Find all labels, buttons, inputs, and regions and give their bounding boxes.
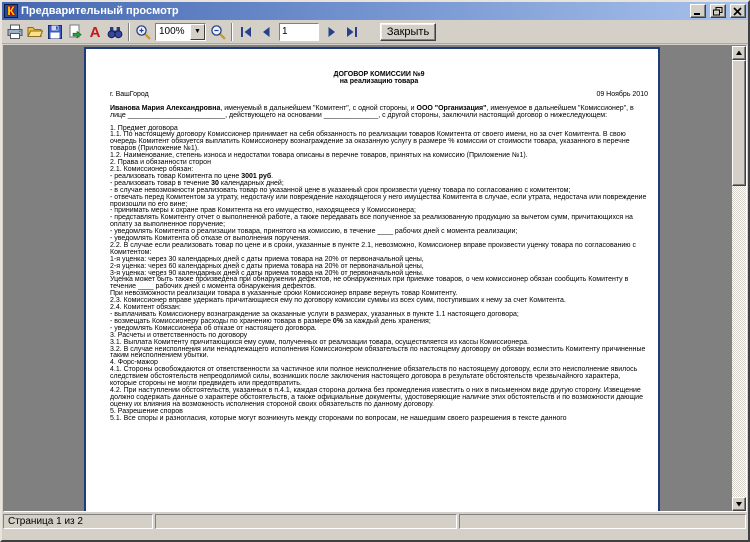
page-status: Страница 1 из 2 xyxy=(3,514,153,529)
doc-text-run: , именуемый в дальнейшем "Комитент", с одной стороны, и xyxy=(220,104,417,112)
last-page-icon xyxy=(344,24,360,40)
doc-text-run: 3.1. Выплата Комитенту причитающихся ему сумм, полученных от реализации товара, осуществляется из кассы Комиссионера. xyxy=(110,338,529,346)
zoom-value: 100% xyxy=(159,25,185,37)
zoom-out-button[interactable] xyxy=(208,22,228,42)
zoom-combobox[interactable] xyxy=(155,23,206,41)
close-window-button[interactable] xyxy=(730,4,746,18)
open-button[interactable] xyxy=(25,22,45,42)
doc-text-run: 2. Права и обязанности сторон xyxy=(110,159,211,167)
last-page-button[interactable] xyxy=(342,22,362,42)
toolbar xyxy=(2,20,748,44)
doc-paragraph xyxy=(110,367,648,388)
zoom-out-icon xyxy=(210,24,226,40)
doc-text-run: 1.2. Наименование, степень износа и недостатки товара описаны в перечне товаров, принятых на комиссию (Приложение №1). xyxy=(110,152,528,160)
toolbar-separator xyxy=(231,23,233,41)
doc-text-run: 0% xyxy=(332,317,344,325)
doc-paragraph xyxy=(110,132,648,153)
doc-text-run: 3. Расчеты и ответственность по договору xyxy=(110,331,248,339)
prev-page-button[interactable] xyxy=(256,22,276,42)
doc-text-run: 5.1. Все споры и разногласия, которые могут возникнуть между сторонами по вопросам, не нашедшим своего разрешения в тексте данного xyxy=(110,414,567,422)
scroll-down-button[interactable] xyxy=(732,497,746,511)
doc-text-run: 4.2. При наступлении обстоятельств, указанных в п.4.1, каждая сторона должна без промедления известить о них в письменном виде другую сторону. Извещение должно содержать данные о характере обстоятельств, а также официальные документы, удостоверяющие наличие этих обстоятельств и по возможности дающие оценку их влияния на возможность исполнения стороной своих обязательств по данному договору. xyxy=(110,386,643,408)
doc-text-run: - в случае невозможности реализовать товар по указанной цене в указанный срок произвести уценку товара по согласованию с комитентом; xyxy=(110,186,571,194)
doc-text-run: 1.1. По настоящему договору Комиссионер принимает на себя обязанность по реализации товаров Комитента от своего имени, но за счет Комитента. В свою очередь Комитент обязуется выплатить Комиссионеру вознаграждение за оказанную услугу в размере % комиссии от стоимости товара, указанного в перечне товаров (Приложение №1). xyxy=(110,131,630,153)
doc-text-run: 2.3. Комиссионер вправе удержать причитающиеся ему по договору комиссии суммы из всех сумм, поступивших к нему за счет Комитента. xyxy=(110,297,566,305)
doc-text-run: - уведомлять Комитента о реализации товара, принятого на комиссию, в течение ____ рабочих дней с момента реализации; xyxy=(110,228,518,236)
doc-text-run: 4. Форс-мажор xyxy=(110,359,158,367)
doc-text-run: ООО "Организация" xyxy=(416,104,487,112)
doc-text-run: - представлять Комитенту отчет о выполненной работе, а также передавать все полученное за реализованную продукцию за вычетом сумм, причитающихся на оплату за выполненное поручение; xyxy=(110,214,633,229)
doc-text-run: - принимать меры к охране прав Комитента на его имущество, находящееся у Комиссионера; xyxy=(110,207,416,215)
doc-paragraph xyxy=(110,243,648,257)
first-page-button[interactable] xyxy=(236,22,256,42)
doc-paragraph xyxy=(110,106,648,120)
status-bar xyxy=(2,512,748,530)
app-icon: К xyxy=(4,4,18,18)
minimize-icon xyxy=(693,7,703,16)
binoculars-icon xyxy=(107,24,123,40)
doc-text-run: 2.1. Комиссионер обязан: xyxy=(110,165,194,173)
toolbar-separator xyxy=(128,23,130,41)
doc-text-run: Иванова Мария Александровна xyxy=(110,104,221,112)
minimize-button[interactable] xyxy=(690,4,706,18)
open-folder-icon xyxy=(27,24,43,40)
export-button[interactable] xyxy=(65,22,85,42)
doc-text-run: - реализовать товар в течение xyxy=(110,179,212,187)
save-icon xyxy=(47,24,63,40)
restore-button[interactable] xyxy=(710,4,726,18)
doc-date: 09 Ноябрь 2010 xyxy=(596,90,648,98)
doc-text-run: 4.1. Стороны освобождаются от ответственности за частичное или полное неисполнение обязательств по настоящему договору, если это неисполнение явилось следствием обстоятельств непреодолимой силы, возникших после заключения настоящего договора в результате обстоятельств чрезвычайного характера, которые стороны не могли предвидеть или предотвратить. xyxy=(110,366,638,388)
doc-text-run: за каждый день хранения; xyxy=(343,317,431,325)
doc-text-run: Уценка может быть также произведена при обнаружении дефектов, не обнаруженных при приемке товаров, о чем комиссионер обязан сообщить Комитенту в течение ____ рабочих дней с момента обнаружения дефектов. xyxy=(110,276,629,291)
first-page-icon xyxy=(238,24,254,40)
scroll-down-arrow-icon xyxy=(735,500,743,508)
find-button[interactable] xyxy=(105,22,125,42)
pdf-button[interactable] xyxy=(85,22,105,42)
zoom-in-button[interactable] xyxy=(133,22,153,42)
doc-text-run: ДОГОВОР КОМИССИИ №9 xyxy=(333,71,425,78)
status-panel-2 xyxy=(155,514,457,529)
scroll-up-arrow-icon xyxy=(735,49,743,57)
doc-paragraph xyxy=(110,347,648,361)
doc-text-run: - реализовать товар Комитента по цене xyxy=(110,172,242,180)
doc-text-run: , именуемое в дальнейшем "Комиссионер", в лице _________________________, действующего на основании ______________, с другой стороны, заключили настоящий договор о нижеследующем: xyxy=(110,104,634,119)
doc-text-run: При невозможности реализации товара в указанные сроки Комиссионер вправе вернуть товар Комитенту. xyxy=(110,290,458,298)
save-button[interactable] xyxy=(45,22,65,42)
doc-paragraph xyxy=(110,277,648,291)
prev-page-icon xyxy=(258,24,274,40)
title-bar xyxy=(2,2,748,20)
doc-text-run: - уведомлять Комиссионера об отказе от настоящего договора. xyxy=(110,324,317,332)
doc-paragraph xyxy=(110,416,648,423)
doc-text-run: 30 xyxy=(211,179,219,187)
doc-text-run: на реализацию товара xyxy=(339,77,419,85)
print-button[interactable] xyxy=(5,22,25,42)
zoom-in-icon xyxy=(135,24,151,40)
vertical-scrollbar[interactable] xyxy=(732,46,746,511)
page-number-input[interactable] xyxy=(279,23,319,41)
status-panel-3 xyxy=(459,514,746,529)
scroll-up-button[interactable] xyxy=(732,46,746,60)
document-body xyxy=(86,49,658,423)
doc-text-run: - отвечать перед Комитентом за утрату, недостачу или повреждение находящегося у него имущества Комитента в случае, если утрата, недостача или повреждение произошли по его вине; xyxy=(110,193,647,208)
window-bottom-edge xyxy=(2,530,748,540)
doc-paragraph xyxy=(110,388,648,409)
doc-text-run: 2.4. Комитент обязан: xyxy=(110,304,181,312)
doc-paragraph xyxy=(110,298,648,305)
close-preview-button[interactable]: Закрыть xyxy=(380,23,436,41)
doc-text-run: - возмещать Комиссионеру расходы по хранению товара в размере xyxy=(110,317,333,325)
close-icon xyxy=(733,7,743,16)
document-page xyxy=(84,47,660,511)
doc-text-run: - выплачивать Комиссионеру вознаграждение за оказанные услуги в размерах, указанных в пункте 1.1 настоящего договора; xyxy=(110,311,519,318)
next-page-icon xyxy=(324,24,340,40)
preview-canvas[interactable] xyxy=(4,46,732,511)
doc-text-run: - уведомлять Комитента об отказе от выполнения поручения. xyxy=(110,235,311,243)
window-title: Предварительный просмотр xyxy=(21,5,179,17)
doc-paragraph xyxy=(110,79,648,86)
doc-text-run: . xyxy=(271,172,274,180)
doc-text-run: 1. Предмет договора xyxy=(110,124,178,132)
doc-text-run: 5. Разрешение споров xyxy=(110,407,183,415)
restore-icon xyxy=(713,7,723,16)
doc-text-run: календарных дней; xyxy=(218,179,284,187)
doc-text-run: 2-я уценка: через 60 календарных дней с даты приема товара на 20% от первоначальной цены, xyxy=(110,262,424,270)
doc-text-run: 1-я уценка: через 30 календарных дней с даты приема товара на 20% от первоначальной цены, xyxy=(110,255,424,263)
doc-text-run: 3001 руб xyxy=(241,172,272,180)
zoom-dropdown-arrow-icon[interactable]: ▼ xyxy=(190,24,205,40)
next-page-button[interactable] xyxy=(322,22,342,42)
svg-text:A: A xyxy=(89,23,101,40)
preview-area xyxy=(3,45,747,512)
doc-city: г. ВашГород xyxy=(110,90,149,98)
doc-paragraph xyxy=(110,92,648,99)
printer-icon xyxy=(7,24,23,40)
export-page-icon xyxy=(67,24,83,40)
scrollbar-thumb[interactable] xyxy=(732,60,746,186)
doc-text-run: 3-я уценка: через 90 календарных дней с даты приема товара на 20% от первоначальной цены. xyxy=(110,269,424,277)
doc-text-run: 2.2. В случае если реализовать товар по цене и в сроки, указанные в пункте 2.1, невозможно, Комиссионер вправе произвести уценку товара по согласованию с Комитентом: xyxy=(110,241,636,256)
doc-text-run: 3.2. В случае неисполнения или ненадлежащего исполнения Комиссионером обязательств по настоящему договору он обязан возместить Комитенту причиненные таким неисполнением убытки. xyxy=(110,345,646,360)
doc-paragraph xyxy=(110,195,648,209)
pdf-acrobat-icon xyxy=(87,24,103,40)
